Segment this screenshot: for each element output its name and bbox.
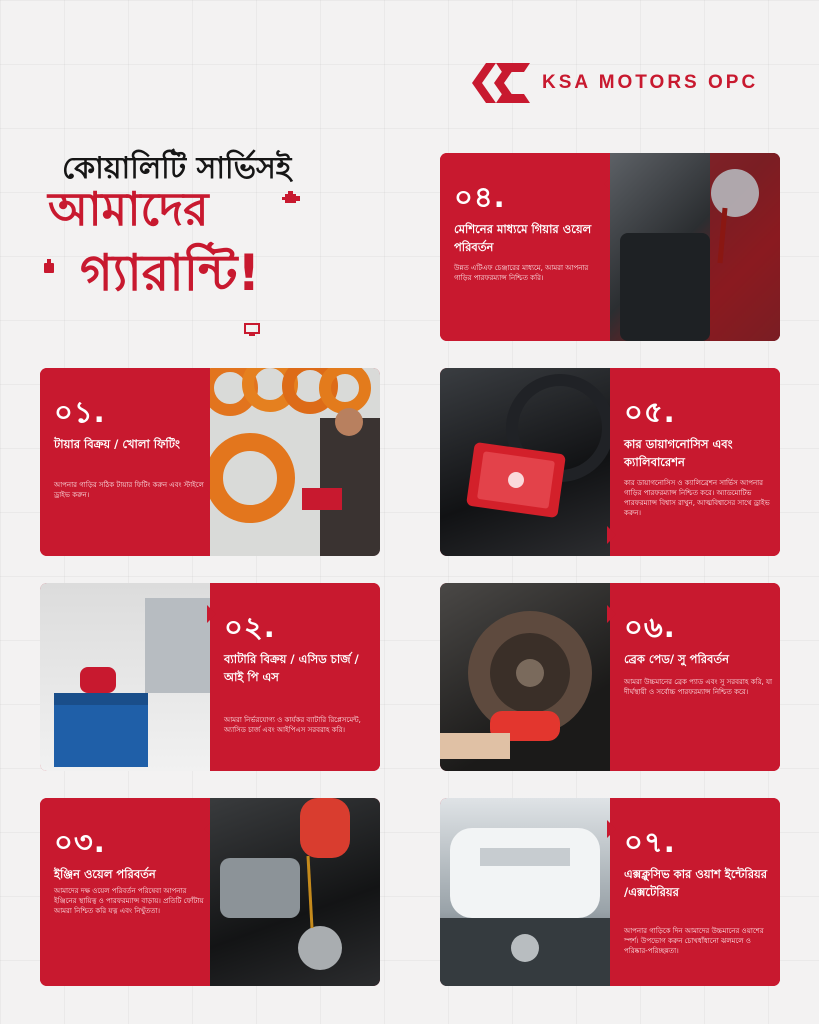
service-description: আমরা নির্ভরযোগ্য ও কার্যকর ব্যাটারি রিপ্লেসমেন্ট, অ্যাসিড চার্জ এবং আইপিএস সরবরাহ করি। xyxy=(224,716,361,735)
car-wash-photo xyxy=(440,798,610,986)
service-title: টায়ার বিক্রয় / খোলা ফিটিং xyxy=(54,437,180,451)
service-title: কার ডায়াগনোসিস এবং ক্যালিবারেশন xyxy=(624,437,733,469)
card-notch xyxy=(607,526,616,544)
service-title: মেশিনের মাধ্যমে গিয়ার ওয়েল পরিবর্তন xyxy=(454,222,592,254)
engine-oil-photo xyxy=(210,798,380,986)
card-text-panel xyxy=(440,153,610,341)
card-text-panel xyxy=(40,798,210,986)
service-card-01 xyxy=(40,368,380,556)
service-number: ০৬. xyxy=(624,610,676,644)
oil-bottle-icon xyxy=(42,258,56,278)
service-description: আপনার গাড়ির সঠিক টায়ার ফিটিং করুন এবং স্টাইলে ড্রাইভ করুন। xyxy=(54,481,204,500)
service-number: ০১. xyxy=(54,395,106,429)
card-text-panel xyxy=(610,798,780,986)
card-text-panel xyxy=(610,368,780,556)
brake-drum-photo xyxy=(440,583,610,771)
tyre-rack-photo xyxy=(210,368,380,556)
ksa-logo-icon xyxy=(472,60,532,106)
service-card-06 xyxy=(440,583,780,771)
service-number: ০৭. xyxy=(624,825,676,859)
service-description: উন্নত এটিএফ চেঞ্জারের মাধ্যমে, আমরা আপনার গাড়ির পারফরম্যান্স নিশ্চিত করি। xyxy=(454,264,589,283)
service-card-02 xyxy=(40,583,380,771)
engine-icon xyxy=(282,190,300,210)
service-title: ইঞ্জিন ওয়েল পরিবর্তন xyxy=(54,867,156,881)
card-notch xyxy=(607,820,616,838)
service-title: ব্রেক পেড/ সু পরিবর্তন xyxy=(624,652,729,666)
gear-oil-machine-photo xyxy=(610,153,780,341)
headline-line-2: আমাদের xyxy=(48,182,209,236)
headline xyxy=(40,140,420,350)
service-card-05 xyxy=(440,368,780,556)
battery-photo xyxy=(40,583,210,771)
service-card-03 xyxy=(40,798,380,986)
card-text-panel xyxy=(210,583,380,771)
brand-logo xyxy=(472,60,758,106)
service-number: ০২. xyxy=(224,610,276,644)
headline-line-1: কোয়ালিটি সার্ভিসই xyxy=(62,151,292,186)
service-title: ব্যাটারি বিক্রয় / এসিড চার্জ / আই পি এস xyxy=(224,652,359,684)
service-number: ০৪. xyxy=(454,180,506,214)
card-notch xyxy=(207,605,216,623)
service-card-07 xyxy=(440,798,780,986)
headline-line-3: গ্যারান্টি! xyxy=(80,244,261,302)
service-description: আমাদের দক্ষ ওয়েল পরিবর্তন পরিষেবা আপনার ইঞ্জিনের স্থায়িত্ব ও পারফরম্যান্স বাড়ায়। প্রতিটি ফোঁটায় আমরা নিশ্চিত করি যত্ন এবং নিখুঁততা। xyxy=(54,887,204,916)
card-text-panel xyxy=(610,583,780,771)
service-description: আপনার গাড়িকে দিন আমাদের উচ্চমানের ওয়াশের স্পর্শ। উপভোগ করুন চোখধাঁধানো ঝলমলে ও পরিষ্কার-পরিচ্ছন্নতা। xyxy=(624,927,764,956)
service-number: ০৩. xyxy=(54,825,106,859)
diagnostic-monitor-icon xyxy=(244,322,260,342)
card-text-panel xyxy=(40,368,210,556)
car-diagnosis-photo xyxy=(440,368,610,556)
service-title: এক্সক্লুসিভ কার ওয়াশ ইন্টেরিয়র /এক্সটেরিয়র xyxy=(624,867,768,899)
card-notch xyxy=(607,605,616,623)
service-description: আমরা উচ্চমানের ব্রেক প্যাড এবং সু সরবরাহ করি, যা দীর্ঘস্থায়ী ও সর্বোচ্চ পারফরম্যান্স নিশ্চিত করে। xyxy=(624,678,773,697)
service-card-04 xyxy=(440,153,780,341)
service-description: কার ডায়াগনোসিস ও ক্যালিব্রেশন সার্ভিস আপনার গাড়ির পারফরম্যান্স নিশ্চিত করে। অ্যাডমোটিভ পারফরম্যান্স বিশ্বাস রাখুন, আত্মবিশ্বাসের সাথে ড্রাইভ করুন। xyxy=(624,479,770,518)
brand-name: KSA MOTORS OPC xyxy=(542,72,759,93)
service-number: ০৫. xyxy=(624,395,676,429)
